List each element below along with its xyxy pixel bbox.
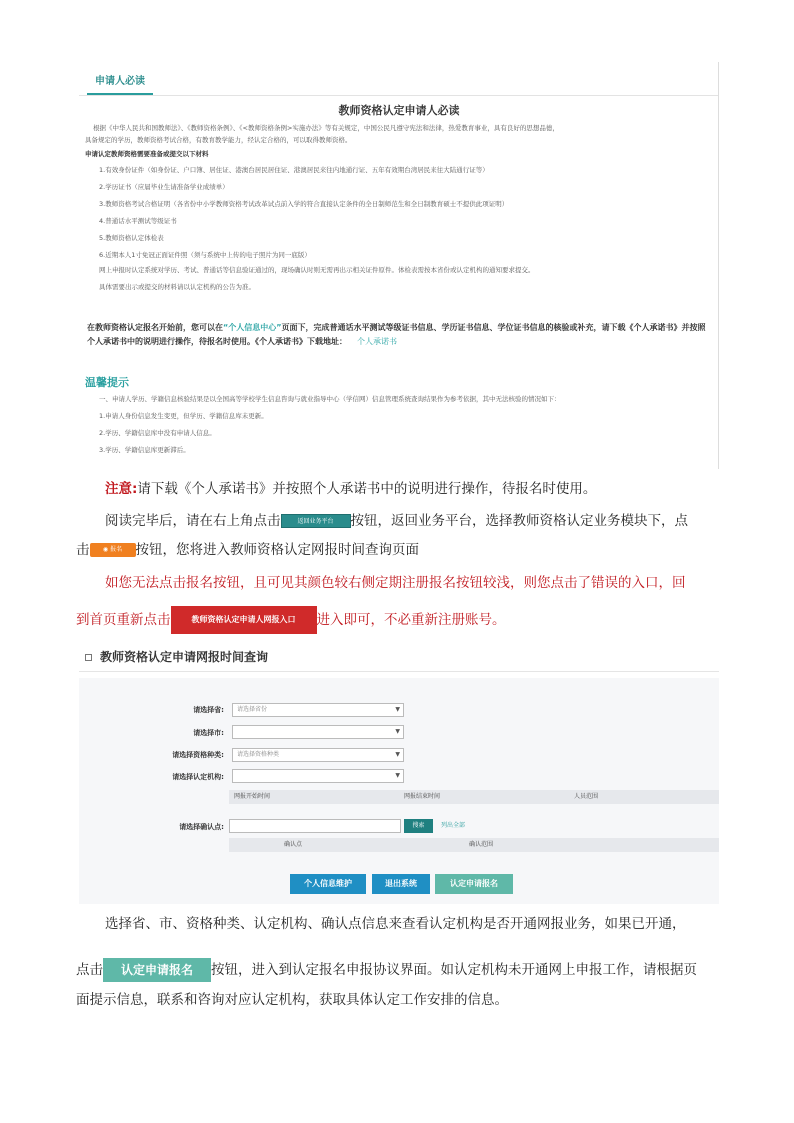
warning-line-1: 如您无法点击报名按钮，且可见其颜色较右侧定期注册报名按钮较浅，则您点击了错误的入口，回 xyxy=(105,575,686,591)
apply-button[interactable]: 认定申请报名 xyxy=(435,874,513,894)
material-item: 1.有效身份证件（如身份证、户口簿、居住证、港澳台居民居住证、港澳居民来往内地通行证、五年有效期台湾居民来往大陆通行证等） xyxy=(99,166,489,174)
paragraph-return: 阅读完毕后，请在右上角点击 返回业务平台 按钮，返回业务平台，选择教师资格认定业务模块下，点 xyxy=(105,513,688,529)
intro-line-2: 具备规定的学历，教师资格考试合格，有教育教学能力，经认定合格的，可以取得教师资格。 xyxy=(85,136,352,144)
paragraph-select: 选择省、市、资格种类、认定机构、确认点信息来查看认定机构是否开通网报业务，如果已开通， xyxy=(105,916,686,932)
query-heading: 教师资格认定申请网报时间查询 xyxy=(79,648,719,672)
schedule-table-header: 网报开始时间 网报结束时间 人员范围 xyxy=(229,790,719,804)
materials-heading: 申请认定教师资格需要准备或提交以下材料 xyxy=(85,150,209,158)
note-label: 注意: xyxy=(105,481,138,497)
pre-signup-instructions: 在教师资格认定报名开始前，您可以在“个人信息中心”页面下，完成普通话水平测试等级证书信息、学历证书信息、学位证书信息的核验或补充，请下载《个人承诺书》并按照个人承诺书中的说明进行操作，待报名时使用。《个人承诺书》下载地址： 个人承诺书 xyxy=(87,323,706,346)
type-label: 请选择资格种类: xyxy=(172,751,224,759)
notice-title: 教师资格认定申请人必读 xyxy=(338,104,460,117)
city-label: 请选择市: xyxy=(193,729,224,737)
material-item: 3.教师资格考试合格证明（各省份中小学教师资格考试改革试点前入学的符合直接认定条件的全日制师范生和全日制教育硕士不提供此项证明） xyxy=(99,200,509,208)
material-item: 4.普通话水平测试等级证书 xyxy=(99,217,177,225)
type-select[interactable]: 请选择资格种类 ▼ xyxy=(232,748,404,762)
square-icon xyxy=(85,654,92,661)
signup-icon: ◉ xyxy=(102,546,111,553)
chevron-down-icon: ▼ xyxy=(395,772,400,779)
notice-screenshot xyxy=(79,62,719,469)
materials-note-2: 具体需要出示或提交的材料请以认定机构的公告为准。 xyxy=(99,283,255,291)
query-form xyxy=(79,678,719,904)
warning-line-2: 到首页重新点击 教师资格认定申请人网报入口 进入即可，不必重新注册账号。 xyxy=(76,606,506,634)
paragraph-contact: 面提示信息，联系和咨询对应认定机构，获取具体认定工作安排的信息。 xyxy=(76,992,508,1008)
search-button[interactable]: 搜索 xyxy=(404,819,433,833)
tip-line: 2.学历、学籍信息库中没有申请人信息。 xyxy=(99,429,216,437)
signup-button[interactable]: ◉ 报名 xyxy=(90,543,136,557)
list-all-link[interactable]: 列出全部 xyxy=(441,822,466,829)
confirm-label: 请选择确认点: xyxy=(179,823,224,831)
intro-line-1: 根据《中华人民共和国教师法》、《教师资格条例》、《<教师资格条例>实施办法》等有关规定，中国公民凡遵守宪法和法律，热爱教育事业，具有良好的思想品德， xyxy=(93,124,559,132)
apply-inline-button[interactable]: 认定申请报名 xyxy=(103,958,211,982)
confirm-input[interactable] xyxy=(229,819,401,833)
note-paragraph: 注意:请下载《个人承诺书》并按照个人承诺书中的说明进行操作，待报名时使用。 xyxy=(105,481,597,497)
chevron-down-icon: ▼ xyxy=(395,751,400,758)
tab-notice[interactable]: 申请人必读 xyxy=(87,72,153,95)
return-platform-button[interactable]: 返回业务平台 xyxy=(281,514,351,528)
confirm-table-header: 确认点 确认范围 xyxy=(229,838,719,852)
material-item: 5.教师资格认定体检表 xyxy=(99,234,164,242)
paragraph-signup: 击 ◉ 报名 按钮，您将进入教师资格认定网报时间查询页面 xyxy=(76,542,419,558)
materials-note: 网上申报时认定系统对学历、考试、普通话等信息验证通过的，现场确认时则无需再出示相关证件原件。体检表需按本省份或认定机构的通知要求提交。 xyxy=(99,266,535,274)
chevron-down-icon: ▼ xyxy=(395,706,400,713)
province-select[interactable]: 请选择省份 ▼ xyxy=(232,703,404,717)
commitment-download-link[interactable]: 个人承诺书 xyxy=(357,337,397,346)
warm-tips-title: 温馨提示 xyxy=(85,376,129,389)
personal-info-button[interactable]: 个人信息维护 xyxy=(290,874,366,894)
personal-center-link[interactable]: “个人信息中心” xyxy=(223,323,282,332)
material-item: 2.学历证书（应届毕业生请准备学业成绩单） xyxy=(99,183,229,191)
material-item: 6.近期本人1寸免冠正面证件照（须与系统中上传的电子照片为同一底版） xyxy=(99,251,311,259)
chevron-down-icon: ▼ xyxy=(395,728,400,735)
paragraph-apply: 点击 认定申请报名 按钮，进入到认定报名申报协议界面。如认定机构未开通网上申报工作，请根据页 xyxy=(76,958,697,982)
exit-system-button[interactable]: 退出系统 xyxy=(372,874,430,894)
tip-line: 一、申请人学历、学籍信息核验结果是以全国高等学校学生信息咨询与就业指导中心（学信网）信息管理系统查询结果作为参考依据，其中无法核验的情况如下： xyxy=(99,395,561,403)
entry-button[interactable]: 教师资格认定申请人网报入口 xyxy=(171,606,317,634)
notice-tabbar xyxy=(79,62,719,96)
tip-line: 1.申请人身份信息发生变更，但学历、学籍信息库未更新。 xyxy=(99,412,268,420)
city-select[interactable] xyxy=(232,725,404,739)
org-select[interactable] xyxy=(232,769,404,783)
tip-line: 3.学历、学籍信息库更新滞后。 xyxy=(99,446,190,454)
org-label: 请选择认定机构: xyxy=(172,773,224,781)
province-label: 请选择省: xyxy=(193,706,224,714)
